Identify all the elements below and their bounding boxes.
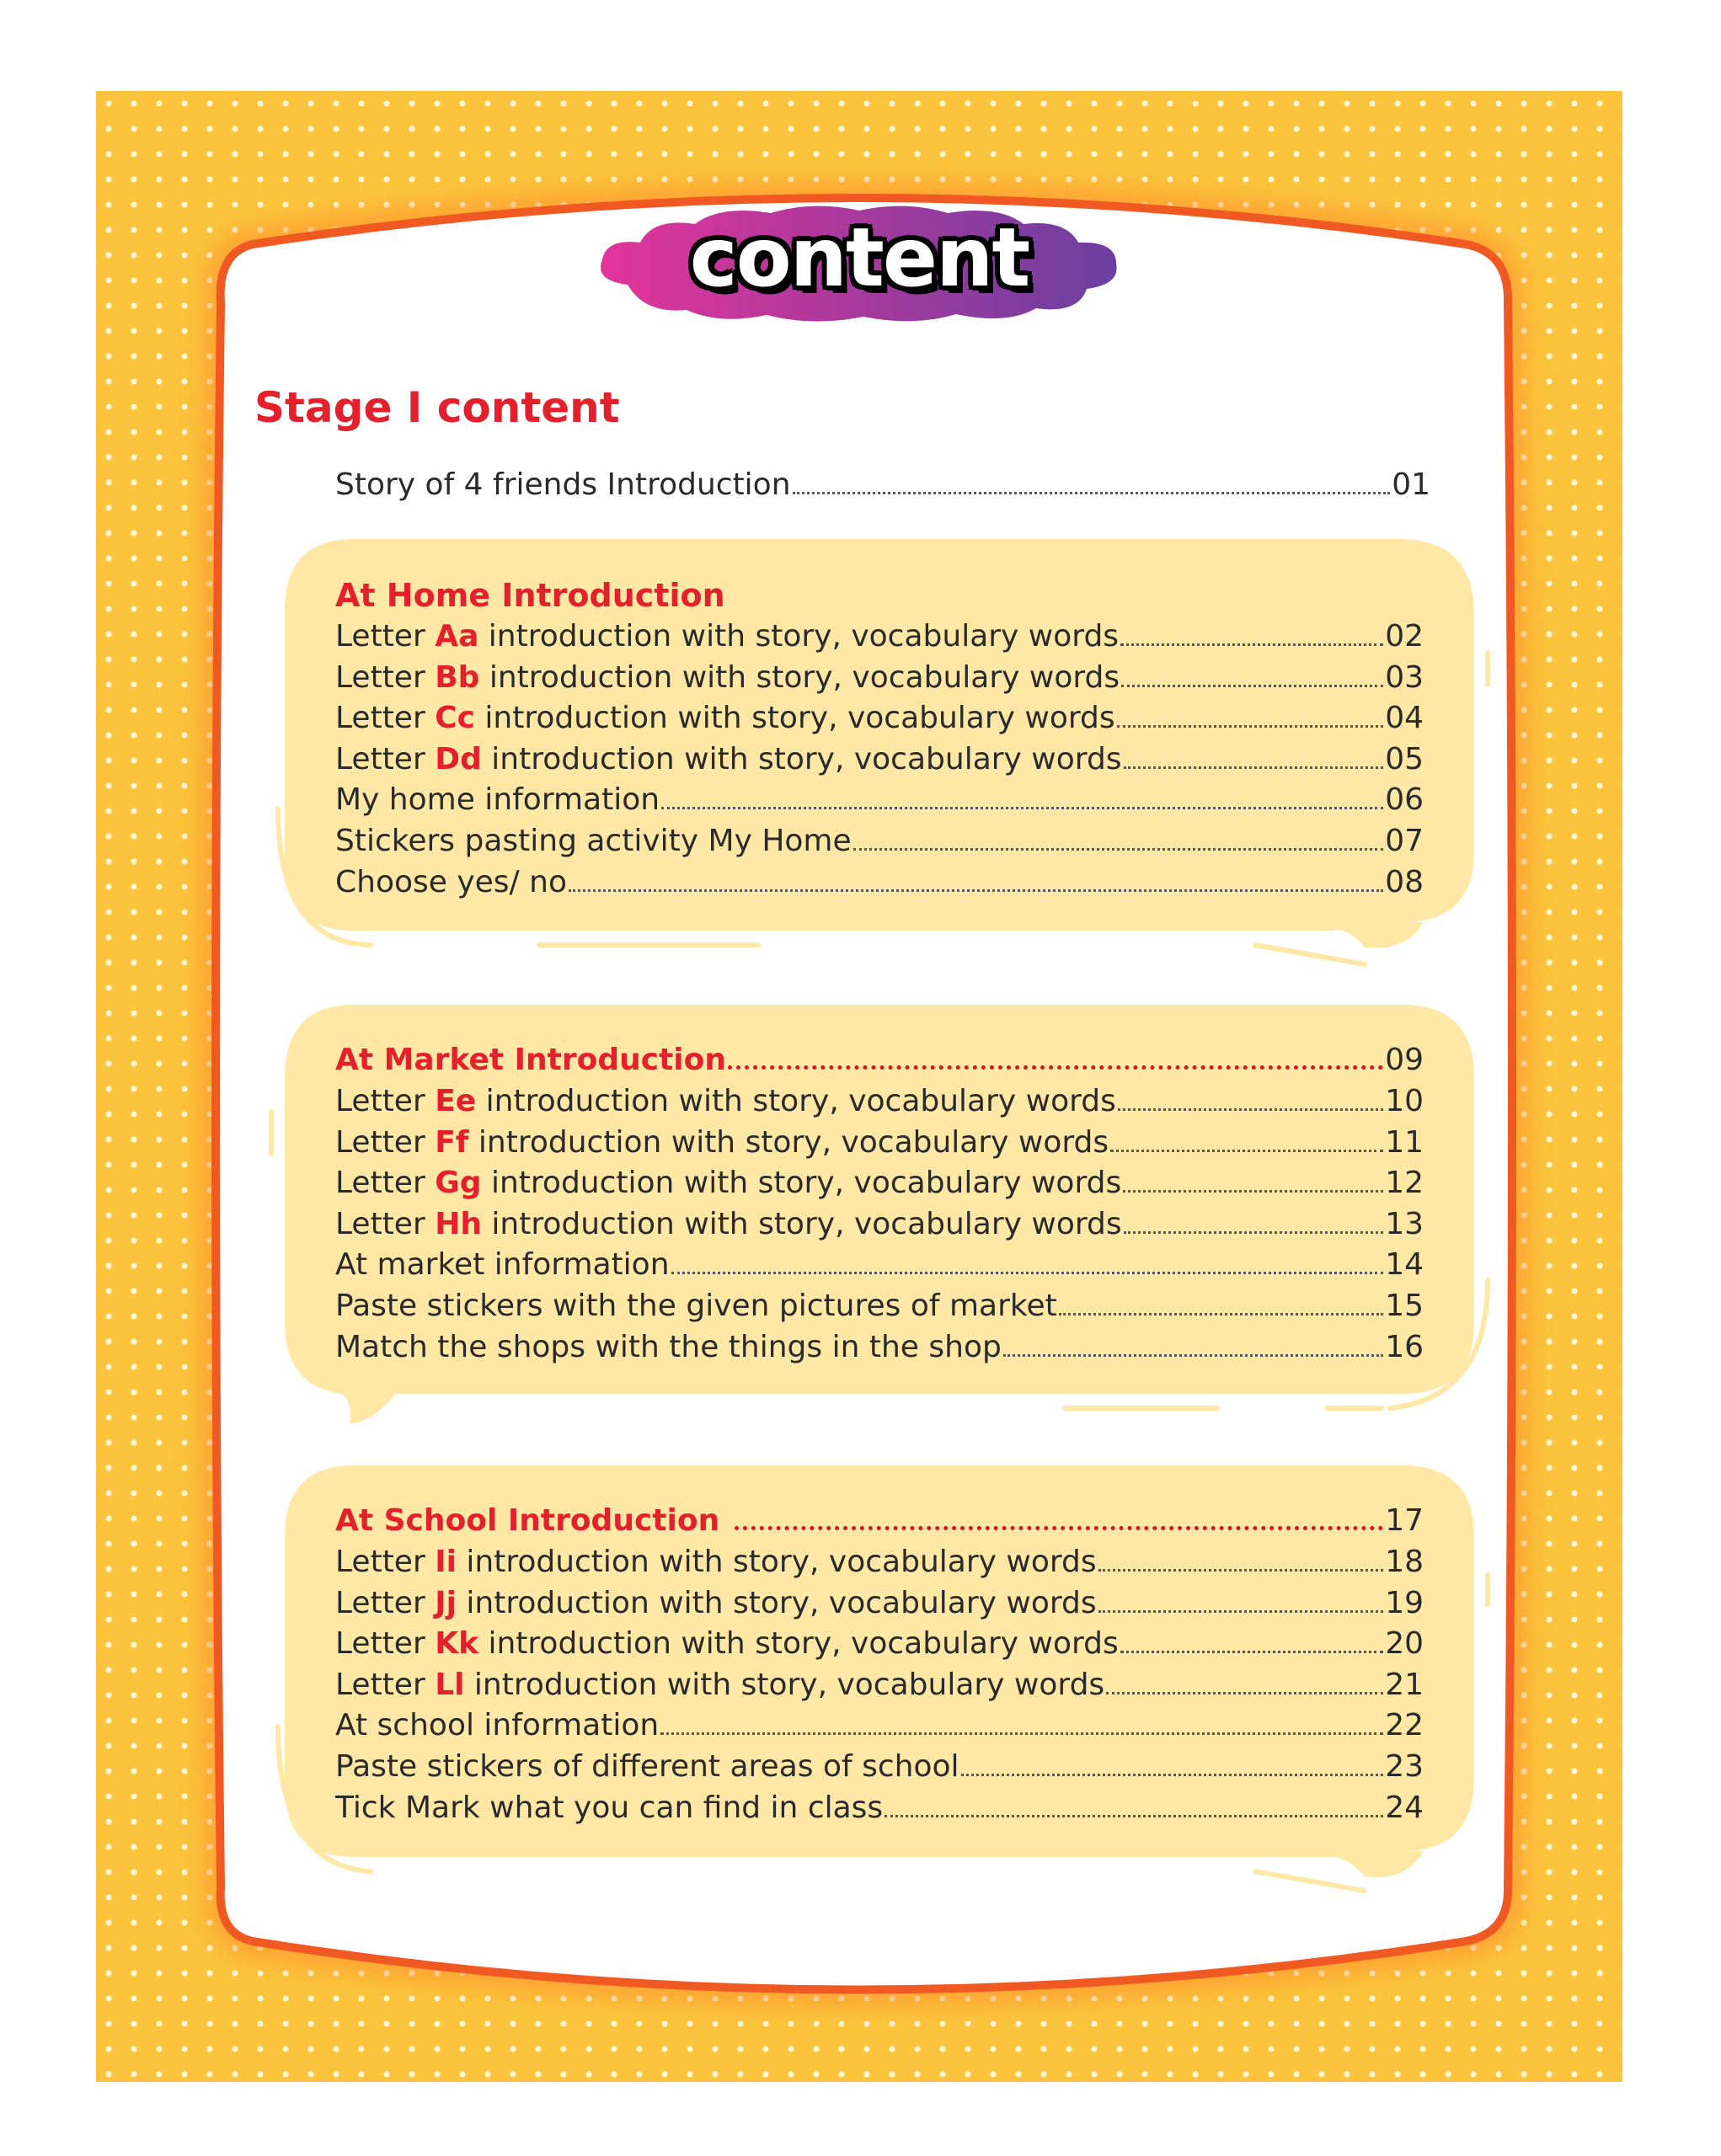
- toc-entry-prefix: Tick Mark what you can find in class: [335, 1790, 884, 1825]
- toc-entry-prefix: Letter: [335, 619, 436, 654]
- toc-entry: [335, 1624, 1424, 1664]
- toc-entry: [335, 1081, 1424, 1122]
- dot-leader: [1117, 725, 1384, 728]
- toc-entry-text: [335, 1665, 1104, 1705]
- dot-leader: [1120, 643, 1383, 646]
- dot-leader: [671, 1272, 1384, 1274]
- page-number: 05: [1385, 741, 1424, 776]
- page-number: 18: [1385, 1545, 1424, 1579]
- section-heading-market: [335, 1040, 1424, 1081]
- toc-entry: [335, 1204, 1424, 1245]
- toc-entry-prefix: At market information: [335, 1247, 670, 1283]
- toc-entry-prefix: Paste stickers of different areas of school: [335, 1749, 959, 1784]
- toc-entry-suffix: introduction with story, vocabulary words: [464, 1667, 1105, 1702]
- toc-entry: [335, 1705, 1424, 1746]
- section-heading-school: [335, 1501, 1424, 1541]
- section-heading-text: At Market Introduction: [335, 1043, 726, 1077]
- page-number: 23: [1385, 1749, 1424, 1784]
- toc-entry-text: [335, 658, 1120, 698]
- toc-entry: [335, 1747, 1424, 1787]
- page-title: content: [689, 211, 1029, 305]
- toc-entry-prefix: Paste stickers with the given pictures of market: [335, 1289, 1057, 1323]
- toc-entry-prefix: Letter: [335, 1166, 436, 1201]
- toc-entry-suffix: introduction with story, vocabulary words: [476, 1084, 1116, 1118]
- toc-entry-text: [335, 1327, 1002, 1368]
- dot-leader: [1121, 685, 1383, 687]
- toc-entry: [335, 821, 1424, 862]
- page-number: 24: [1385, 1790, 1424, 1825]
- letter-highlight: Ff: [435, 1124, 469, 1160]
- dot-leader: [1120, 1651, 1383, 1653]
- dot-leader: [660, 1732, 1383, 1735]
- dot-leader: [1110, 1150, 1383, 1152]
- page-number: 19: [1385, 1585, 1424, 1620]
- toc-entry-text: [335, 821, 852, 862]
- letter-highlight: Bb: [435, 659, 480, 695]
- toc-entry: [335, 780, 1424, 820]
- toc-entry: [335, 616, 1424, 657]
- section-heading-home: At Home Introduction: [335, 577, 725, 614]
- dot-leader: [885, 1815, 1383, 1817]
- letter-highlight: Ii: [435, 1545, 457, 1579]
- toc-entry-prefix: Letter: [335, 1545, 436, 1579]
- dot-leader: [1098, 1569, 1384, 1572]
- page-number: 02: [1385, 619, 1424, 654]
- toc-entry-text: [335, 1542, 1097, 1582]
- toc-entry-prefix: Choose yes/ no: [335, 864, 567, 899]
- toc-entry: [335, 1245, 1424, 1285]
- dot-leader: [1124, 1231, 1384, 1234]
- toc-entry-text: [335, 1123, 1109, 1163]
- page-number: 17: [1385, 1503, 1424, 1538]
- toc-entry: [335, 1583, 1424, 1624]
- toc-entry-text: [335, 1583, 1097, 1624]
- toc-entry-prefix: Letter: [335, 741, 436, 776]
- toc-entry-text: [335, 1705, 659, 1746]
- letter-highlight: Ee: [435, 1084, 477, 1118]
- page-number: 06: [1385, 782, 1424, 818]
- letter-highlight: Dd: [435, 741, 482, 776]
- page-number: 14: [1385, 1247, 1424, 1283]
- toc-entry-text: [335, 780, 660, 820]
- toc-entry-text: [335, 1245, 670, 1285]
- toc-entry-text: [335, 1081, 1116, 1122]
- dot-leader: [1118, 1108, 1383, 1111]
- toc-entry-prefix: Letter: [335, 1585, 436, 1620]
- page-number: 08: [1385, 864, 1424, 899]
- toc-entry-text: [335, 1286, 1057, 1326]
- toc-entry-text: [335, 1747, 959, 1787]
- toc-entry-suffix: introduction with story, vocabulary words: [456, 1545, 1097, 1579]
- letter-highlight: Hh: [435, 1206, 482, 1241]
- letter-highlight: Cc: [435, 701, 475, 736]
- stage-title: Stage I content: [254, 383, 620, 432]
- page-number: 10: [1385, 1084, 1424, 1118]
- toc-entry: [335, 1123, 1424, 1163]
- toc-entry-prefix: Letter: [335, 659, 436, 695]
- toc-entry-text: [335, 1163, 1121, 1203]
- toc-entry: [335, 1327, 1424, 1368]
- toc-entry-prefix: My home information: [335, 782, 660, 818]
- page-number: 16: [1385, 1329, 1424, 1364]
- toc-entry: [335, 1788, 1424, 1828]
- letter-highlight: Aa: [435, 619, 479, 654]
- dot-leader: [1003, 1354, 1383, 1357]
- toc-entry-text: [335, 698, 1115, 739]
- toc-entry-prefix: Letter: [335, 1124, 436, 1160]
- dot-leader: [661, 807, 1383, 809]
- toc-entry-suffix: introduction with story, vocabulary words: [481, 1166, 1122, 1201]
- page-number: 07: [1385, 824, 1424, 858]
- toc-entry: [335, 1665, 1424, 1705]
- toc-entry-text: Story of 4 friends Introduction: [335, 467, 791, 502]
- toc-entry-text: [335, 739, 1122, 780]
- toc-entry: [335, 862, 1424, 903]
- dot-leader: [1124, 766, 1384, 769]
- toc-entry-prefix: Letter: [335, 1626, 436, 1662]
- page-number: 22: [1385, 1708, 1424, 1743]
- dot-leader: [1059, 1313, 1383, 1315]
- toc-entry-text: [335, 1788, 883, 1828]
- letter-highlight: Gg: [435, 1166, 482, 1201]
- toc-entry-suffix: introduction with story, vocabulary words: [456, 1585, 1097, 1620]
- toc-entry-prefix: Letter: [335, 1667, 436, 1702]
- dot-leader: [961, 1774, 1384, 1776]
- toc-entry: [335, 1163, 1424, 1203]
- toc-entry-suffix: introduction with story, vocabulary words: [478, 1626, 1119, 1662]
- toc-entry-suffix: introduction with story, vocabulary words: [474, 701, 1115, 736]
- toc-entry-prefix: Letter: [335, 701, 436, 736]
- page-number: 13: [1385, 1206, 1424, 1241]
- page-number: 09: [1385, 1043, 1424, 1077]
- letter-highlight: Jj: [435, 1585, 457, 1620]
- toc-entry: [335, 658, 1424, 698]
- dot-leader: [569, 889, 1383, 892]
- toc-entry-suffix: introduction with story, vocabulary words: [479, 659, 1120, 695]
- letter-highlight: Kk: [435, 1626, 479, 1662]
- toc-entry-suffix: introduction with story, vocabulary words: [478, 619, 1120, 654]
- section-heading-text: At School Introduction: [335, 1503, 720, 1538]
- toc-entry-prefix: At school information: [335, 1708, 660, 1743]
- toc-entry-text: [335, 1624, 1119, 1664]
- page-number: 03: [1385, 659, 1424, 695]
- dot-leader: [1098, 1610, 1384, 1613]
- toc-entry: [335, 1542, 1424, 1582]
- toc-entry-text: [335, 616, 1119, 657]
- toc-entry-text: [335, 1204, 1122, 1245]
- page-number: 11: [1385, 1124, 1424, 1160]
- toc-entry-intro: [335, 465, 1430, 505]
- letter-highlight: Ll: [435, 1667, 465, 1702]
- toc-entry-prefix: Match the shops with the things in the shop: [335, 1329, 1002, 1364]
- toc-entry-prefix: Letter: [335, 1084, 436, 1118]
- toc-entry: [335, 1286, 1424, 1326]
- toc-entry-suffix: introduction with story, vocabulary words: [481, 1206, 1122, 1241]
- dot-leader: [1123, 1190, 1383, 1193]
- dot-leader: [1106, 1692, 1383, 1694]
- toc-entry-text: [335, 862, 567, 903]
- dot-leader: [793, 492, 1391, 494]
- toc-entry-suffix: introduction with story, vocabulary words: [481, 741, 1122, 776]
- dot-leader: [728, 1065, 1383, 1070]
- page-number: 01: [1392, 467, 1430, 502]
- page-number: 12: [1385, 1166, 1424, 1201]
- dot-leader: [853, 848, 1384, 851]
- toc-entry: [335, 698, 1424, 739]
- page-number: 04: [1385, 701, 1424, 736]
- page-number: 15: [1385, 1289, 1424, 1323]
- page-number: 20: [1385, 1626, 1424, 1662]
- toc-entry: [335, 739, 1424, 780]
- dot-leader: [735, 1526, 1383, 1530]
- toc-entry-prefix: Stickers pasting activity My Home: [335, 824, 852, 858]
- toc-entry-suffix: introduction with story, vocabulary words: [468, 1124, 1109, 1160]
- toc-entry-prefix: Letter: [335, 1206, 436, 1241]
- page-number: 21: [1385, 1667, 1424, 1702]
